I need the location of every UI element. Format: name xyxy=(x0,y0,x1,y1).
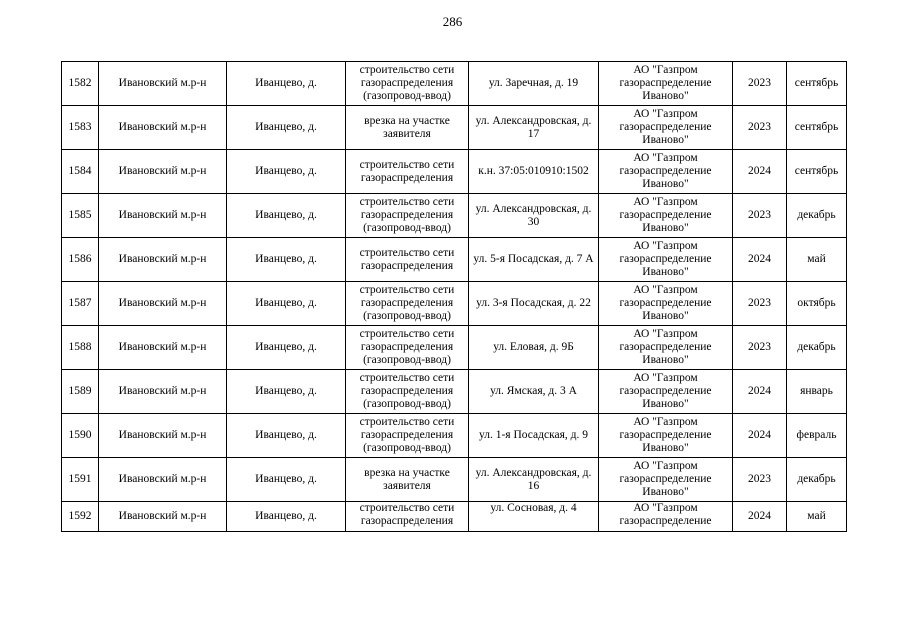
year-cell: 2023 xyxy=(733,458,787,502)
work-type-cell: строительство сети газораспределения xyxy=(346,238,469,282)
work-type-cell: строительство сети газораспределения (газопровод-ввод) xyxy=(346,326,469,370)
row-number-cell: 1590 xyxy=(62,414,99,458)
organization-cell: АО "Газпром газораспределение Иваново" xyxy=(599,458,733,502)
settlement-cell: Иванцево, д. xyxy=(227,106,346,150)
address-cell: к.н. 37:05:010910:1502 xyxy=(469,150,599,194)
settlement-cell: Иванцево, д. xyxy=(227,150,346,194)
address-cell: ул. Ямская, д. 3 А xyxy=(469,370,599,414)
settlement-cell: Иванцево, д. xyxy=(227,458,346,502)
organization-cell: АО "Газпром газораспределение Иваново" xyxy=(599,282,733,326)
row-number-cell: 1586 xyxy=(62,238,99,282)
settlement-cell: Иванцево, д. xyxy=(227,282,346,326)
year-cell: 2024 xyxy=(733,150,787,194)
organization-cell: АО "Газпром газораспределение Иваново" xyxy=(599,106,733,150)
district-cell: Ивановский м.р-н xyxy=(99,370,227,414)
address-cell: ул. Сосновая, д. 4 xyxy=(469,502,599,532)
table-row xyxy=(62,194,847,238)
year-cell: 2024 xyxy=(733,414,787,458)
work-type-cell: строительство сети газораспределения xyxy=(346,502,469,532)
settlement-cell: Иванцево, д. xyxy=(227,502,346,532)
month-cell: октябрь xyxy=(787,282,847,326)
table-row xyxy=(62,502,847,532)
organization-cell: АО "Газпром газораспределение Иваново" xyxy=(599,238,733,282)
month-cell: сентябрь xyxy=(787,106,847,150)
row-number-cell: 1584 xyxy=(62,150,99,194)
table-row xyxy=(62,238,847,282)
work-type-cell: строительство сети газораспределения (газопровод-ввод) xyxy=(346,194,469,238)
settlement-cell: Иванцево, д. xyxy=(227,370,346,414)
page-number: 286 xyxy=(442,14,463,29)
table-body xyxy=(62,62,847,532)
year-cell: 2024 xyxy=(733,502,787,532)
district-cell: Ивановский м.р-н xyxy=(99,194,227,238)
row-number-cell: 1589 xyxy=(62,370,99,414)
address-cell: ул. Заречная, д. 19 xyxy=(469,62,599,106)
settlement-cell: Иванцево, д. xyxy=(227,238,346,282)
row-number-cell: 1587 xyxy=(62,282,99,326)
year-cell: 2023 xyxy=(733,194,787,238)
organization-cell: АО "Газпром газораспределение Иваново" xyxy=(599,326,733,370)
year-cell: 2023 xyxy=(733,106,787,150)
district-cell: Ивановский м.р-н xyxy=(99,414,227,458)
table-row xyxy=(62,62,847,106)
table-row xyxy=(62,150,847,194)
district-cell: Ивановский м.р-н xyxy=(99,150,227,194)
year-cell: 2023 xyxy=(733,62,787,106)
organization-cell: АО "Газпром газораспределение Иваново" xyxy=(599,62,733,106)
table-row xyxy=(62,370,847,414)
organization-cell: АО "Газпром газораспределение Иваново" xyxy=(599,150,733,194)
year-cell: 2023 xyxy=(733,282,787,326)
organization-cell: АО "Газпром газораспределение Иваново" xyxy=(599,194,733,238)
month-cell: май xyxy=(787,502,847,532)
organization-cell: АО "Газпром газораспределение Иваново" xyxy=(599,370,733,414)
address-cell: ул. 3-я Посадская, д. 22 xyxy=(469,282,599,326)
address-cell: ул. Александровская, д. 16 xyxy=(469,458,599,502)
table-row xyxy=(62,282,847,326)
organization-cell: АО "Газпром газораспределение Иваново" xyxy=(599,414,733,458)
address-cell: ул. 1-я Посадская, д. 9 xyxy=(469,414,599,458)
month-cell: сентябрь xyxy=(787,62,847,106)
district-cell: Ивановский м.р-н xyxy=(99,326,227,370)
address-cell: ул. Александровская, д. 17 xyxy=(469,106,599,150)
work-type-cell: врезка на участке заявителя xyxy=(346,106,469,150)
month-cell: декабрь xyxy=(787,458,847,502)
month-cell: январь xyxy=(787,370,847,414)
table-row xyxy=(62,326,847,370)
address-cell: ул. Александровская, д. 30 xyxy=(469,194,599,238)
row-number-cell: 1582 xyxy=(62,62,99,106)
year-cell: 2023 xyxy=(733,326,787,370)
table-row xyxy=(62,414,847,458)
row-number-cell: 1591 xyxy=(62,458,99,502)
district-cell: Ивановский м.р-н xyxy=(99,238,227,282)
district-cell: Ивановский м.р-н xyxy=(99,502,227,532)
work-type-cell: врезка на участке заявителя xyxy=(346,458,469,502)
work-type-cell: строительство сети газораспределения (газопровод-ввод) xyxy=(346,414,469,458)
month-cell: сентябрь xyxy=(787,150,847,194)
row-number-cell: 1588 xyxy=(62,326,99,370)
work-type-cell: строительство сети газораспределения xyxy=(346,150,469,194)
row-number-cell: 1585 xyxy=(62,194,99,238)
settlement-cell: Иванцево, д. xyxy=(227,194,346,238)
year-cell: 2024 xyxy=(733,238,787,282)
organization-cell: АО "Газпром газораспределение xyxy=(599,502,733,532)
work-type-cell: строительство сети газораспределения (газопровод-ввод) xyxy=(346,370,469,414)
row-number-cell: 1592 xyxy=(62,502,99,532)
table-row xyxy=(62,106,847,150)
district-cell: Ивановский м.р-н xyxy=(99,106,227,150)
row-number-cell: 1583 xyxy=(62,106,99,150)
work-type-cell: строительство сети газораспределения (газопровод-ввод) xyxy=(346,282,469,326)
year-cell: 2024 xyxy=(733,370,787,414)
month-cell: февраль xyxy=(787,414,847,458)
table-row xyxy=(62,458,847,502)
district-cell: Ивановский м.р-н xyxy=(99,458,227,502)
month-cell: декабрь xyxy=(787,326,847,370)
month-cell: декабрь xyxy=(787,194,847,238)
gasification-table xyxy=(61,61,847,532)
settlement-cell: Иванцево, д. xyxy=(227,414,346,458)
address-cell: ул. 5-я Посадская, д. 7 А xyxy=(469,238,599,282)
address-cell: ул. Еловая, д. 9Б xyxy=(469,326,599,370)
district-cell: Ивановский м.р-н xyxy=(99,62,227,106)
settlement-cell: Иванцево, д. xyxy=(227,326,346,370)
work-type-cell: строительство сети газораспределения (газопровод-ввод) xyxy=(346,62,469,106)
settlement-cell: Иванцево, д. xyxy=(227,62,346,106)
month-cell: май xyxy=(787,238,847,282)
district-cell: Ивановский м.р-н xyxy=(99,282,227,326)
